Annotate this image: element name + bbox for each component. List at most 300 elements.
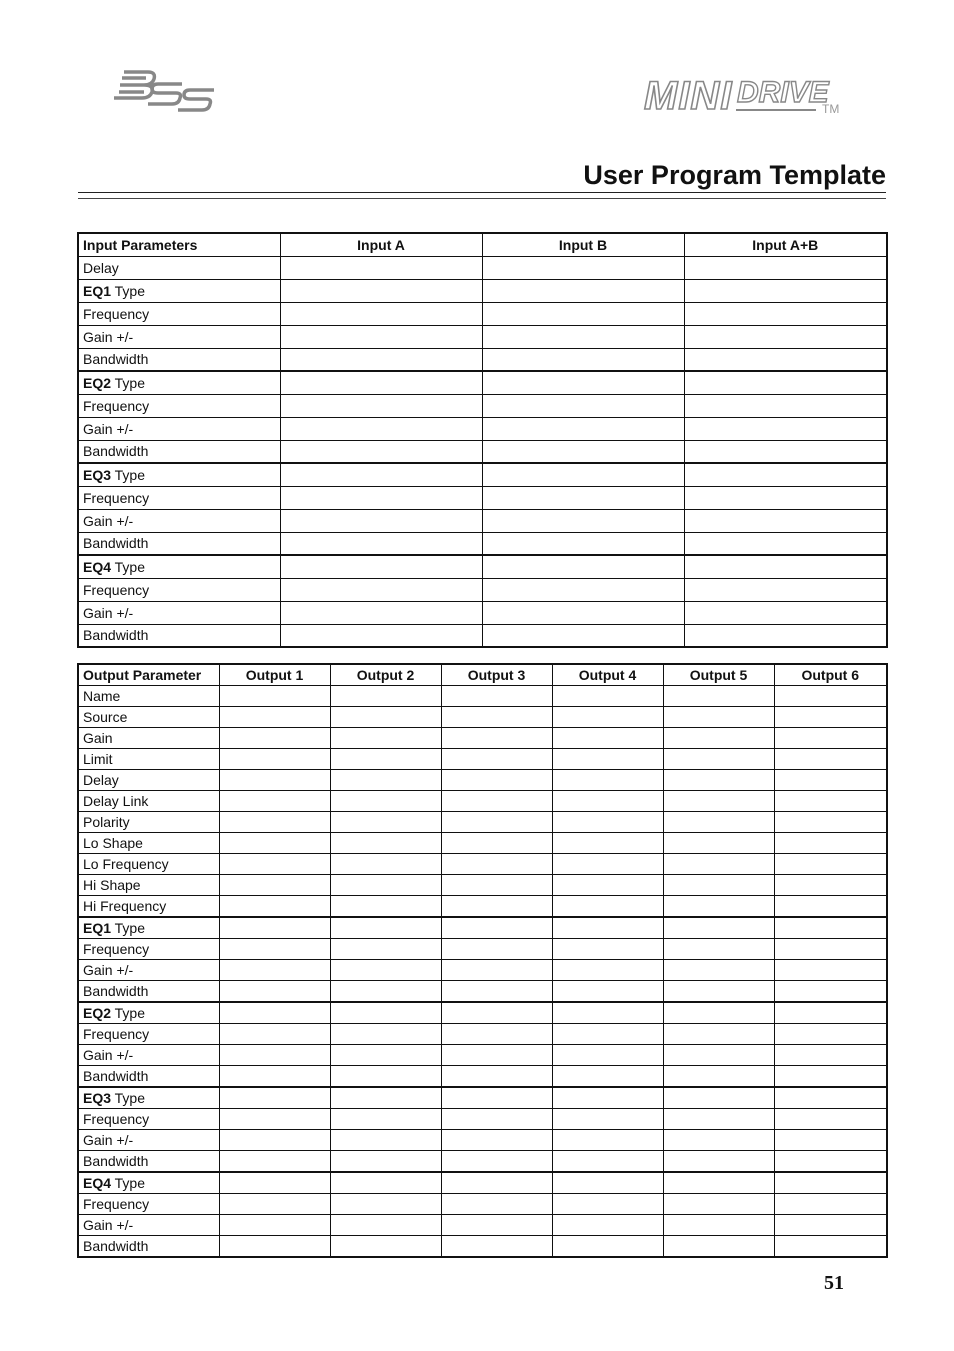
output-table-entry-cell[interactable] bbox=[441, 1002, 552, 1024]
page-title: User Program Template bbox=[583, 160, 886, 190]
output-table-entry-cell[interactable] bbox=[330, 1130, 441, 1151]
parameter-label: Hi Frequency bbox=[83, 898, 167, 914]
output-table-entry-cell[interactable] bbox=[663, 1024, 774, 1045]
input-table-row bbox=[78, 256, 887, 279]
output-table-entry-cell[interactable] bbox=[330, 854, 441, 875]
output-table-entry-cell[interactable] bbox=[441, 1109, 552, 1130]
input-table-row bbox=[78, 440, 887, 463]
output-table-entry-cell[interactable] bbox=[552, 833, 663, 854]
output-table-entry-cell[interactable] bbox=[552, 960, 663, 981]
output-table-entry-cell[interactable] bbox=[663, 939, 774, 960]
output-table-entry-cell[interactable] bbox=[441, 875, 552, 896]
input-table-entry-cell[interactable] bbox=[684, 371, 887, 394]
output-table-entry-cell[interactable] bbox=[330, 749, 441, 770]
output-table-entry-cell[interactable] bbox=[219, 812, 330, 833]
output-table-entry-cell[interactable] bbox=[441, 1045, 552, 1066]
output-table-entry-cell[interactable] bbox=[330, 1045, 441, 1066]
output-table-entry-cell[interactable] bbox=[441, 728, 552, 749]
input-table-entry-cell[interactable] bbox=[280, 578, 482, 601]
output-table-entry-cell[interactable] bbox=[552, 875, 663, 896]
output-table-entry-cell[interactable] bbox=[219, 1130, 330, 1151]
parameter-label: Type bbox=[114, 282, 146, 299]
output-table-entry-cell[interactable] bbox=[552, 791, 663, 812]
input-table-entry-cell[interactable] bbox=[684, 440, 887, 463]
output-table-entry-cell[interactable] bbox=[441, 1066, 552, 1088]
output-table-entry-cell[interactable] bbox=[774, 1151, 887, 1173]
input-table-row-label bbox=[78, 394, 280, 417]
output-table-entry-cell[interactable] bbox=[663, 812, 774, 833]
output-table-entry-cell[interactable] bbox=[441, 749, 552, 770]
input-table-row bbox=[78, 302, 887, 325]
output-table-entry-cell[interactable] bbox=[774, 770, 887, 791]
output-table-entry-cell[interactable] bbox=[552, 1215, 663, 1236]
input-table-entry-cell[interactable] bbox=[280, 394, 482, 417]
output-table-entry-cell[interactable] bbox=[330, 1194, 441, 1215]
output-table-entry-cell[interactable] bbox=[330, 1151, 441, 1173]
input-table-row bbox=[78, 532, 887, 555]
input-table-row bbox=[78, 325, 887, 348]
parameter-label: Type bbox=[114, 558, 146, 575]
input-table-entry-cell[interactable] bbox=[684, 532, 887, 555]
input-table-entry-cell[interactable] bbox=[280, 486, 482, 509]
output-table-entry-cell[interactable] bbox=[330, 1109, 441, 1130]
parameter-label: Bandwidth bbox=[83, 1068, 149, 1084]
input-table-entry-cell[interactable] bbox=[684, 279, 887, 302]
output-table-entry-cell[interactable] bbox=[219, 1024, 330, 1045]
output-table-entry-cell[interactable] bbox=[330, 686, 441, 707]
input-table-entry-cell[interactable] bbox=[280, 624, 482, 647]
output-table-entry-cell[interactable] bbox=[330, 728, 441, 749]
input-table-entry-cell[interactable] bbox=[482, 279, 684, 302]
input-table-entry-cell[interactable] bbox=[280, 256, 482, 279]
output-table-row bbox=[78, 707, 887, 728]
output-table-entry-cell[interactable] bbox=[663, 1045, 774, 1066]
input-table-entry-cell[interactable] bbox=[684, 486, 887, 509]
output-parameters-table bbox=[77, 663, 888, 1258]
input-table-entry-cell[interactable] bbox=[482, 601, 684, 624]
title-rule-bottom bbox=[78, 198, 886, 199]
output-table-entry-cell[interactable] bbox=[774, 1109, 887, 1130]
output-table-entry-cell[interactable] bbox=[330, 1002, 441, 1024]
output-table-entry-cell[interactable] bbox=[663, 1194, 774, 1215]
output-table-entry-cell[interactable] bbox=[330, 1024, 441, 1045]
input-table-row bbox=[78, 578, 887, 601]
output-table-row bbox=[78, 1109, 887, 1130]
output-table-entry-cell[interactable] bbox=[663, 854, 774, 875]
parameter-label: Bandwidth bbox=[83, 535, 149, 552]
input-table-entry-cell[interactable] bbox=[684, 601, 887, 624]
input-table-entry-cell[interactable] bbox=[280, 509, 482, 532]
input-table-row bbox=[78, 417, 887, 440]
input-table-entry-cell[interactable] bbox=[482, 578, 684, 601]
output-table-entry-cell[interactable] bbox=[219, 770, 330, 791]
output-table-entry-cell[interactable] bbox=[441, 1130, 552, 1151]
input-table-row-label bbox=[78, 440, 280, 463]
input-table-entry-cell[interactable] bbox=[482, 325, 684, 348]
output-table-row bbox=[78, 875, 887, 896]
output-table-entry-cell[interactable] bbox=[663, 686, 774, 707]
parameter-label: Frequency bbox=[83, 489, 150, 506]
output-table-entry-cell[interactable] bbox=[663, 1236, 774, 1258]
input-table-entry-cell[interactable] bbox=[280, 601, 482, 624]
input-table-row-label bbox=[78, 279, 280, 302]
input-table-row-label bbox=[78, 371, 280, 394]
output-table-entry-cell[interactable] bbox=[219, 1002, 330, 1024]
output-table-row bbox=[78, 791, 887, 812]
output-table-entry-cell[interactable] bbox=[219, 1151, 330, 1173]
parameter-label: Bandwidth bbox=[83, 1153, 149, 1169]
output-table-entry-cell[interactable] bbox=[663, 1109, 774, 1130]
parameter-label: Limit bbox=[83, 751, 113, 767]
output-table-entry-cell[interactable] bbox=[663, 1087, 774, 1109]
output-table-entry-cell[interactable] bbox=[774, 1066, 887, 1088]
output-table-entry-cell[interactable] bbox=[774, 1130, 887, 1151]
eq-band-label: EQ3 bbox=[83, 1090, 112, 1106]
parameter-label: Gain bbox=[83, 730, 113, 746]
parameter-label: Type bbox=[114, 920, 146, 936]
output-table-entry-cell[interactable] bbox=[219, 686, 330, 707]
output-table-row bbox=[78, 749, 887, 770]
output-table-entry-cell[interactable] bbox=[774, 1002, 887, 1024]
output-table-entry-cell[interactable] bbox=[441, 1194, 552, 1215]
output-table-row bbox=[78, 1002, 887, 1024]
parameter-label: Type bbox=[114, 1090, 146, 1106]
output-table-row-label bbox=[78, 1002, 219, 1024]
output-table-entry-cell[interactable] bbox=[441, 791, 552, 812]
output-table-entry-cell[interactable] bbox=[219, 939, 330, 960]
input-table-entry-cell[interactable] bbox=[482, 348, 684, 371]
output-table-entry-cell[interactable] bbox=[330, 1172, 441, 1194]
output-table-entry-cell[interactable] bbox=[441, 939, 552, 960]
output-table-entry-cell[interactable] bbox=[552, 1066, 663, 1088]
output-table-entry-cell[interactable] bbox=[219, 960, 330, 981]
output-table-entry-cell[interactable] bbox=[552, 749, 663, 770]
output-table-row-label bbox=[78, 1109, 219, 1130]
output-table-entry-cell[interactable] bbox=[774, 707, 887, 728]
input-table-entry-cell[interactable] bbox=[482, 509, 684, 532]
output-table-entry-cell[interactable] bbox=[219, 1172, 330, 1194]
output-table-entry-cell[interactable] bbox=[441, 833, 552, 854]
output-table-entry-cell[interactable] bbox=[774, 728, 887, 749]
output-table-entry-cell[interactable] bbox=[441, 707, 552, 728]
output-table-row-label bbox=[78, 1087, 219, 1109]
input-table-entry-cell[interactable] bbox=[684, 394, 887, 417]
input-table-entry-cell[interactable] bbox=[280, 417, 482, 440]
output-table-row-label bbox=[78, 939, 219, 960]
output-table-entry-cell[interactable] bbox=[552, 1024, 663, 1045]
input-table-entry-cell[interactable] bbox=[482, 624, 684, 647]
input-table-entry-cell[interactable] bbox=[280, 532, 482, 555]
output-table-entry-cell[interactable] bbox=[330, 939, 441, 960]
input-table-entry-cell[interactable] bbox=[684, 463, 887, 486]
input-table-entry-cell[interactable] bbox=[684, 555, 887, 578]
input-table-entry-cell[interactable] bbox=[280, 463, 482, 486]
output-table-entry-cell[interactable] bbox=[441, 812, 552, 833]
output-table-entry-cell[interactable] bbox=[219, 707, 330, 728]
parameter-label: Bandwidth bbox=[83, 627, 149, 644]
output-table-entry-cell[interactable] bbox=[330, 1066, 441, 1088]
title-rule-top bbox=[78, 192, 886, 193]
input-table-entry-cell[interactable] bbox=[684, 509, 887, 532]
output-table-entry-cell[interactable] bbox=[663, 1066, 774, 1088]
output-table-entry-cell[interactable] bbox=[663, 1130, 774, 1151]
input-table-entry-cell[interactable] bbox=[684, 417, 887, 440]
input-table-entry-cell[interactable] bbox=[684, 624, 887, 647]
output-table-entry-cell[interactable] bbox=[552, 812, 663, 833]
input-table-row-label bbox=[78, 463, 280, 486]
output-table-entry-cell[interactable] bbox=[219, 917, 330, 939]
output-table-entry-cell[interactable] bbox=[552, 939, 663, 960]
output-table-entry-cell[interactable] bbox=[441, 917, 552, 939]
output-table-entry-cell[interactable] bbox=[219, 875, 330, 896]
output-table-row-label bbox=[78, 1215, 219, 1236]
output-table-entry-cell[interactable] bbox=[663, 791, 774, 812]
output-table-entry-cell[interactable] bbox=[774, 1172, 887, 1194]
output-table-entry-cell[interactable] bbox=[441, 1151, 552, 1173]
parameter-label: Frequency bbox=[83, 1026, 150, 1042]
output-table-entry-cell[interactable] bbox=[774, 875, 887, 896]
output-table-entry-cell[interactable] bbox=[663, 707, 774, 728]
output-table-entry-cell[interactable] bbox=[552, 981, 663, 1003]
output-table-entry-cell[interactable] bbox=[441, 896, 552, 918]
input-table-row bbox=[78, 624, 887, 647]
output-table-entry-cell[interactable] bbox=[330, 770, 441, 791]
output-table-header-0: Output Parameter bbox=[78, 664, 219, 686]
output-table-row bbox=[78, 1024, 887, 1045]
output-table-entry-cell[interactable] bbox=[219, 1215, 330, 1236]
output-table-entry-cell[interactable] bbox=[774, 917, 887, 939]
input-table-entry-cell[interactable] bbox=[482, 440, 684, 463]
output-table-row-label bbox=[78, 1194, 219, 1215]
output-table-entry-cell[interactable] bbox=[552, 728, 663, 749]
output-table-entry-cell[interactable] bbox=[219, 1087, 330, 1109]
input-table-entry-cell[interactable] bbox=[684, 578, 887, 601]
output-table-entry-cell[interactable] bbox=[663, 1172, 774, 1194]
output-table-entry-cell[interactable] bbox=[663, 896, 774, 918]
output-table-entry-cell[interactable] bbox=[219, 833, 330, 854]
output-table-row-label bbox=[78, 812, 219, 833]
output-table-entry-cell[interactable] bbox=[663, 1002, 774, 1024]
output-table-entry-cell[interactable] bbox=[774, 1045, 887, 1066]
output-table-row-label bbox=[78, 875, 219, 896]
output-table-entry-cell[interactable] bbox=[774, 1194, 887, 1215]
output-table-entry-cell[interactable] bbox=[330, 833, 441, 854]
input-table-entry-cell[interactable] bbox=[482, 417, 684, 440]
input-table-row-label bbox=[78, 555, 280, 578]
input-table-entry-cell[interactable] bbox=[280, 440, 482, 463]
output-table-entry-cell[interactable] bbox=[441, 686, 552, 707]
output-table-entry-cell[interactable] bbox=[330, 875, 441, 896]
input-table-entry-cell[interactable] bbox=[280, 302, 482, 325]
output-table-entry-cell[interactable] bbox=[330, 1236, 441, 1258]
input-table-entry-cell[interactable] bbox=[684, 302, 887, 325]
output-table-row bbox=[78, 917, 887, 939]
output-table-entry-cell[interactable] bbox=[552, 770, 663, 791]
output-table-header-2: Output 2 bbox=[330, 664, 441, 686]
minidrive-logo-drive: DRIVE bbox=[737, 76, 829, 109]
eq-band-label: EQ1 bbox=[83, 920, 112, 936]
output-table-entry-cell[interactable] bbox=[663, 728, 774, 749]
input-table-entry-cell[interactable] bbox=[482, 394, 684, 417]
parameter-label: Gain +/- bbox=[83, 512, 134, 529]
output-table-entry-cell[interactable] bbox=[774, 981, 887, 1003]
output-table-entry-cell[interactable] bbox=[441, 1172, 552, 1194]
input-table-row-label bbox=[78, 601, 280, 624]
output-table-header-6: Output 6 bbox=[774, 664, 887, 686]
output-table-entry-cell[interactable] bbox=[663, 749, 774, 770]
output-table-entry-cell[interactable] bbox=[774, 1215, 887, 1236]
output-table-row-label bbox=[78, 728, 219, 749]
trademark-mark: TM bbox=[822, 102, 840, 116]
output-table-entry-cell[interactable] bbox=[441, 1024, 552, 1045]
output-table-entry-cell[interactable] bbox=[330, 1087, 441, 1109]
output-table-row-label bbox=[78, 1172, 219, 1194]
output-table-entry-cell[interactable] bbox=[663, 917, 774, 939]
parameter-label: Bandwidth bbox=[83, 1238, 149, 1254]
parameter-label: Bandwidth bbox=[83, 983, 149, 999]
output-table-entry-cell[interactable] bbox=[663, 981, 774, 1003]
output-table-entry-cell[interactable] bbox=[774, 791, 887, 812]
output-table-entry-cell[interactable] bbox=[552, 917, 663, 939]
output-table-entry-cell[interactable] bbox=[663, 875, 774, 896]
output-table-entry-cell[interactable] bbox=[774, 812, 887, 833]
output-table-entry-cell[interactable] bbox=[330, 981, 441, 1003]
output-table-entry-cell[interactable] bbox=[774, 1024, 887, 1045]
output-table-row bbox=[78, 1151, 887, 1173]
output-table-row-label bbox=[78, 917, 219, 939]
input-table-entry-cell[interactable] bbox=[684, 348, 887, 371]
parameter-label: Polarity bbox=[83, 814, 130, 830]
input-table-row bbox=[78, 509, 887, 532]
input-table-row-label bbox=[78, 486, 280, 509]
output-table-row-label bbox=[78, 1024, 219, 1045]
output-table-entry-cell[interactable] bbox=[219, 896, 330, 918]
output-table-entry-cell[interactable] bbox=[774, 749, 887, 770]
parameter-label: Lo Frequency bbox=[83, 856, 169, 872]
input-table-entry-cell[interactable] bbox=[280, 279, 482, 302]
parameter-label: Frequency bbox=[83, 1111, 150, 1127]
input-table-entry-cell[interactable] bbox=[482, 256, 684, 279]
output-table-entry-cell[interactable] bbox=[441, 770, 552, 791]
input-table-header-0: Input Parameters bbox=[78, 233, 280, 256]
input-table-row-label bbox=[78, 578, 280, 601]
parameter-label: Delay bbox=[83, 772, 119, 788]
input-table-entry-cell[interactable] bbox=[280, 325, 482, 348]
input-table-entry-cell[interactable] bbox=[280, 348, 482, 371]
output-table-entry-cell[interactable] bbox=[441, 960, 552, 981]
input-table-entry-cell[interactable] bbox=[482, 371, 684, 394]
output-table-entry-cell[interactable] bbox=[330, 896, 441, 918]
output-table-entry-cell[interactable] bbox=[219, 1109, 330, 1130]
output-table-entry-cell[interactable] bbox=[552, 1172, 663, 1194]
parameter-label: Lo Shape bbox=[83, 835, 143, 851]
output-table-entry-cell[interactable] bbox=[663, 833, 774, 854]
output-table-entry-cell[interactable] bbox=[552, 1045, 663, 1066]
output-table-entry-cell[interactable] bbox=[441, 854, 552, 875]
input-table-entry-cell[interactable] bbox=[482, 302, 684, 325]
output-table-entry-cell[interactable] bbox=[441, 981, 552, 1003]
output-table-entry-cell[interactable] bbox=[330, 917, 441, 939]
parameter-label: Hi Shape bbox=[83, 877, 141, 893]
output-table-entry-cell[interactable] bbox=[441, 1236, 552, 1258]
output-table-entry-cell[interactable] bbox=[774, 939, 887, 960]
output-table-entry-cell[interactable] bbox=[330, 960, 441, 981]
output-table-entry-cell[interactable] bbox=[219, 791, 330, 812]
output-table-entry-cell[interactable] bbox=[552, 1087, 663, 1109]
output-table-entry-cell[interactable] bbox=[552, 686, 663, 707]
output-table-entry-cell[interactable] bbox=[219, 1045, 330, 1066]
output-table-entry-cell[interactable] bbox=[774, 854, 887, 875]
output-table-entry-cell[interactable] bbox=[330, 1215, 441, 1236]
output-table-entry-cell[interactable] bbox=[552, 1151, 663, 1173]
output-table-entry-cell[interactable] bbox=[441, 1215, 552, 1236]
input-table-entry-cell[interactable] bbox=[482, 486, 684, 509]
input-table-entry-cell[interactable] bbox=[280, 555, 482, 578]
eq-band-label: EQ4 bbox=[83, 558, 112, 575]
input-table-entry-cell[interactable] bbox=[684, 325, 887, 348]
output-table-entry-cell[interactable] bbox=[774, 833, 887, 854]
input-table-entry-cell[interactable] bbox=[482, 555, 684, 578]
output-table-row bbox=[78, 1215, 887, 1236]
parameter-label: Frequency bbox=[83, 1196, 150, 1212]
input-table-header-1: Input A bbox=[280, 233, 482, 256]
input-table-row-label bbox=[78, 302, 280, 325]
output-table-entry-cell[interactable] bbox=[774, 686, 887, 707]
output-table-entry-cell[interactable] bbox=[552, 1236, 663, 1258]
output-table-row bbox=[78, 1087, 887, 1109]
input-table-entry-cell[interactable] bbox=[482, 463, 684, 486]
output-table-entry-cell[interactable] bbox=[219, 1194, 330, 1215]
output-table-entry-cell[interactable] bbox=[330, 791, 441, 812]
output-table-entry-cell[interactable] bbox=[663, 770, 774, 791]
output-table-entry-cell[interactable] bbox=[663, 1151, 774, 1173]
output-table-entry-cell[interactable] bbox=[330, 812, 441, 833]
output-table-entry-cell[interactable] bbox=[441, 1087, 552, 1109]
output-table-entry-cell[interactable] bbox=[774, 1087, 887, 1109]
output-table-entry-cell[interactable] bbox=[552, 707, 663, 728]
output-table-row bbox=[78, 1236, 887, 1258]
output-table-entry-cell[interactable] bbox=[774, 1236, 887, 1258]
output-table-entry-cell[interactable] bbox=[774, 896, 887, 918]
output-table-entry-cell[interactable] bbox=[552, 896, 663, 918]
output-table-entry-cell[interactable] bbox=[219, 854, 330, 875]
output-table-entry-cell[interactable] bbox=[552, 1002, 663, 1024]
parameter-label: Type bbox=[114, 1175, 146, 1191]
output-table-entry-cell[interactable] bbox=[552, 854, 663, 875]
output-table-entry-cell[interactable] bbox=[552, 1194, 663, 1215]
output-table-entry-cell[interactable] bbox=[774, 960, 887, 981]
output-table-entry-cell[interactable] bbox=[552, 1130, 663, 1151]
input-table-entry-cell[interactable] bbox=[684, 256, 887, 279]
input-table-entry-cell[interactable] bbox=[482, 532, 684, 555]
output-table-entry-cell[interactable] bbox=[219, 749, 330, 770]
output-table-entry-cell[interactable] bbox=[663, 960, 774, 981]
output-table-entry-cell[interactable] bbox=[663, 1215, 774, 1236]
parameter-label: Bandwidth bbox=[83, 351, 149, 368]
output-table-entry-cell[interactable] bbox=[552, 1109, 663, 1130]
input-table-entry-cell[interactable] bbox=[280, 371, 482, 394]
parameter-label: Type bbox=[114, 374, 146, 391]
output-table-entry-cell[interactable] bbox=[219, 1066, 330, 1088]
output-table-entry-cell[interactable] bbox=[219, 981, 330, 1003]
output-table-entry-cell[interactable] bbox=[219, 728, 330, 749]
input-table-row-label bbox=[78, 256, 280, 279]
eq-band-label: EQ2 bbox=[83, 1005, 112, 1021]
output-table-row bbox=[78, 812, 887, 833]
input-table-row bbox=[78, 371, 887, 394]
output-table-entry-cell[interactable] bbox=[330, 707, 441, 728]
output-table-entry-cell[interactable] bbox=[219, 1236, 330, 1258]
